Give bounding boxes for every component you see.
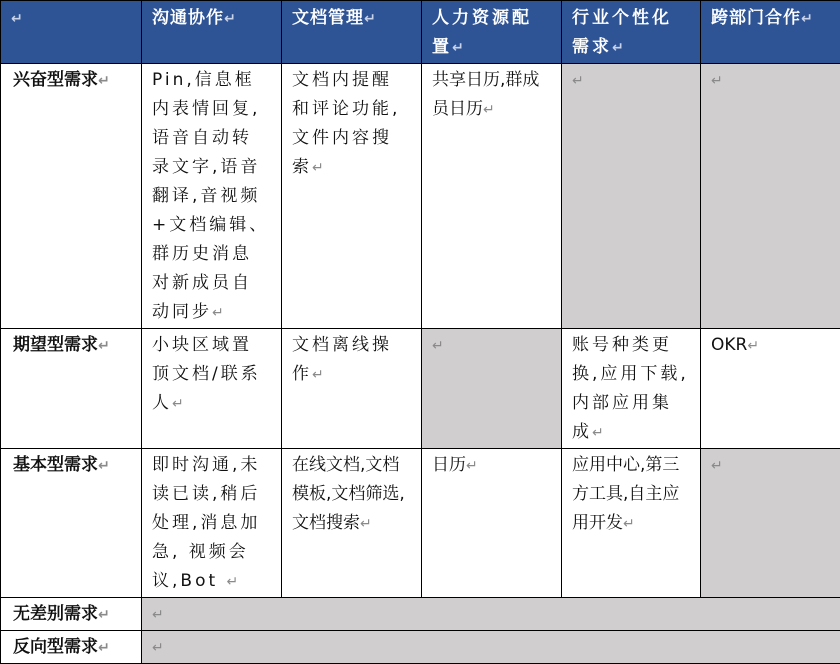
table-cell: 文档离线操作↵: [282, 329, 422, 449]
table-cell-empty: [701, 64, 840, 329]
paragraph-mark-icon: ↵: [801, 11, 814, 27]
table-cell-empty: [562, 64, 701, 329]
paragraph-mark-icon: ↵: [11, 11, 24, 27]
paragraph-mark-icon: ↵: [623, 516, 635, 532]
table-cell-merged: [142, 631, 840, 664]
paragraph-mark-icon: ↵: [432, 338, 444, 354]
table-cell: 日历↵: [422, 449, 562, 598]
header-label: 行业个性化需求: [572, 8, 672, 57]
header-cell-documents: [282, 1, 422, 64]
paragraph-mark-icon: ↵: [312, 160, 327, 176]
table-row: [1, 449, 840, 598]
header-cell-hr: [422, 1, 562, 64]
header-cell-communication: [142, 1, 282, 64]
row-label: 基本型需求↵: [1, 449, 142, 598]
table-cell: Pin,信息框内表情回复,语音自动转录文字,语音翻译,音视频+文档编辑、群历史消息对新成员自动同步↵: [142, 64, 282, 329]
row-label: 期望型需求↵: [1, 329, 142, 449]
paragraph-mark-icon: ↵: [711, 458, 723, 474]
table-cell: OKR↵: [701, 329, 840, 449]
row-label: 兴奋型需求↵: [1, 64, 142, 329]
paragraph-mark-icon: ↵: [747, 338, 759, 354]
header-corner: [1, 1, 142, 64]
paragraph-mark-icon: ↵: [172, 396, 187, 412]
paragraph-mark-icon: ↵: [360, 516, 372, 532]
paragraph-mark-icon: ↵: [98, 607, 110, 623]
table-cell: 即时沟通,未读已读,稍后处理,消息加急, 视频会议,Bot ↵: [142, 449, 282, 598]
paragraph-mark-icon: ↵: [152, 640, 164, 656]
paragraph-mark-icon: ↵: [612, 40, 627, 56]
header-label: 人力资源配置: [432, 8, 532, 57]
paragraph-mark-icon: ↵: [227, 574, 242, 590]
table-row: [1, 64, 840, 329]
table-cell-merged: [142, 598, 840, 631]
table-cell: 小块区域置顶文档/联系人↵: [142, 329, 282, 449]
table-cell-empty: [701, 449, 840, 598]
table-cell: 账号种类更换,应用下载,内部应用集成↵: [562, 329, 701, 449]
paragraph-mark-icon: ↵: [98, 73, 110, 89]
paragraph-mark-icon: ↵: [572, 73, 584, 89]
paragraph-mark-icon: ↵: [466, 458, 478, 474]
paragraph-mark-icon: ↵: [483, 102, 495, 118]
table-row: [1, 329, 840, 449]
table-cell: 文档内提醒和评论功能,文件内容搜索↵: [282, 64, 422, 329]
header-row: [1, 1, 840, 64]
paragraph-mark-icon: ↵: [212, 305, 227, 321]
paragraph-mark-icon: ↵: [364, 11, 377, 27]
header-label: 沟通协作: [152, 8, 224, 28]
table-row: [1, 598, 840, 631]
row-label: 反向型需求↵: [1, 631, 142, 664]
paragraph-mark-icon: ↵: [592, 425, 607, 441]
header-label: 文档管理: [292, 8, 364, 28]
paragraph-mark-icon: ↵: [152, 607, 164, 623]
table-cell: 在线文档,文档模板,文档筛选,文档搜索↵: [282, 449, 422, 598]
paragraph-mark-icon: ↵: [98, 338, 110, 354]
paragraph-mark-icon: ↵: [98, 458, 110, 474]
table-cell: 应用中心,第三方工具,自主应用开发↵: [562, 449, 701, 598]
table-cell-empty: [422, 329, 562, 449]
paragraph-mark-icon: ↵: [312, 367, 327, 383]
header-cell-industry: [562, 1, 701, 64]
table-cell: 共享日历,群成员日历↵: [422, 64, 562, 329]
row-label: 无差别需求↵: [1, 598, 142, 631]
paragraph-mark-icon: ↵: [224, 11, 237, 27]
header-cell-cross-dept: [701, 1, 840, 64]
paragraph-mark-icon: ↵: [452, 40, 467, 56]
paragraph-mark-icon: ↵: [98, 640, 110, 656]
table-row: [1, 631, 840, 664]
header-label: 跨部门合作: [711, 8, 801, 28]
paragraph-mark-icon: ↵: [711, 73, 723, 89]
